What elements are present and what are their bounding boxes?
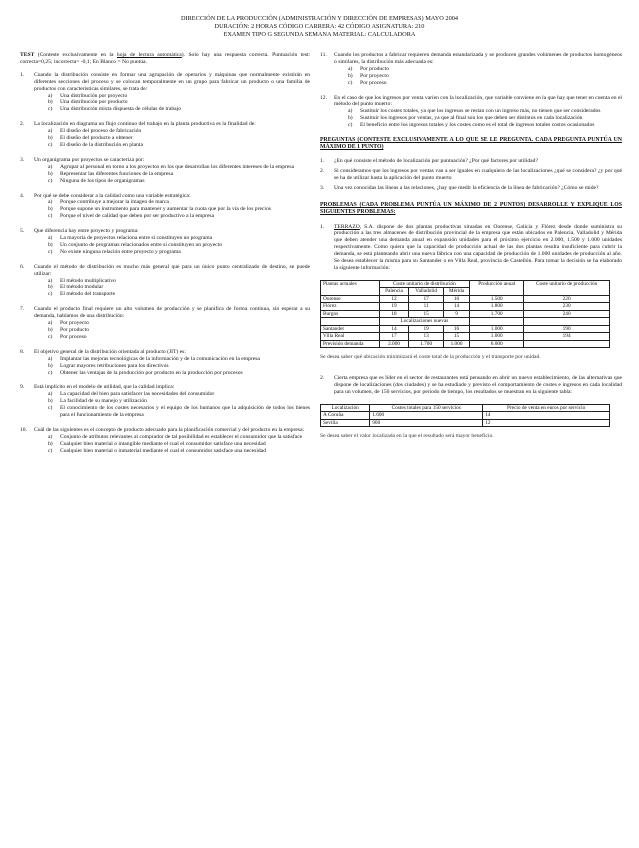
question-number: 1. bbox=[20, 71, 25, 78]
answer-option bbox=[334, 80, 622, 87]
production-cell: 1.000 bbox=[470, 325, 524, 333]
option-letter: c) bbox=[48, 405, 53, 412]
table-cell: 16 bbox=[443, 325, 469, 333]
option-letter: c) bbox=[48, 369, 53, 376]
option-letter: a) bbox=[48, 277, 53, 284]
location-cell: A Coruña bbox=[321, 412, 370, 420]
problem-1-company: TERRAZO bbox=[334, 223, 360, 230]
answer-option bbox=[334, 122, 622, 129]
option-letter: a) bbox=[48, 163, 53, 170]
city-header: Valladolid bbox=[409, 288, 444, 296]
option-text: El método modular bbox=[60, 284, 104, 291]
option-text: Sustituir los costes totales, ya que los ingresos se restan con un ingreso más, no tienen que ser considerados bbox=[360, 108, 601, 115]
header-location: Localización bbox=[321, 404, 370, 412]
option-letter: b) bbox=[48, 99, 53, 106]
table-cell: 18 bbox=[379, 310, 409, 318]
table-cell: 2.000 bbox=[379, 340, 409, 348]
answer-option bbox=[34, 206, 310, 213]
answer-option bbox=[34, 278, 310, 285]
option-text: Por producto bbox=[360, 65, 390, 72]
answer-option bbox=[334, 66, 622, 73]
right-column bbox=[320, 52, 622, 440]
header-unit-cost: Coste unitario de producción bbox=[524, 280, 610, 295]
option-text: Una distribución mixta dispuesta de células de trabajo bbox=[60, 106, 182, 113]
answer-option bbox=[34, 213, 310, 220]
answer-option bbox=[34, 327, 310, 334]
answer-option bbox=[34, 434, 310, 441]
header-annual-production: Producción anual bbox=[470, 280, 524, 295]
option-letter: b) bbox=[48, 135, 53, 142]
option-letter: c) bbox=[48, 177, 53, 184]
test-question bbox=[20, 349, 310, 377]
answer-option bbox=[34, 363, 310, 370]
option-text: Representar las diferentes funciones de la empresa bbox=[60, 170, 174, 177]
short-question-text: ¿En qué consiste el método de localización por puntuación? ¿Por qué factores por utilidad? bbox=[334, 158, 538, 165]
answer-option bbox=[34, 235, 310, 242]
option-text: La capacidad del bien para satisfacer las necesidades del consumidor bbox=[60, 391, 215, 398]
option-text: Obtener las ventajas de la producción por producto en la producción por procesos bbox=[60, 369, 243, 376]
price-cell: 12 bbox=[483, 419, 610, 427]
option-letter: a) bbox=[48, 128, 53, 135]
answer-option bbox=[334, 73, 622, 80]
question-text: El objetivo general de la distribución orientada al producto (JIT) es: bbox=[34, 348, 186, 355]
option-letter: c) bbox=[348, 122, 353, 129]
exam-header-line2: DURACIÓN: 2 HORAS CÓDIGO CARRERA: 42 CÓDIGO ASIGNATURA: 210 bbox=[214, 23, 425, 30]
test-question bbox=[320, 52, 622, 87]
option-text: Conjunto de atributos relevantes al comprador de tal posibilidad es establecer el consumidor que la satisface bbox=[60, 433, 303, 440]
option-letter: a) bbox=[348, 108, 353, 115]
answer-option bbox=[34, 448, 310, 455]
test-question bbox=[20, 306, 310, 341]
problem-1-text: , S.A. dispone de dos plantas productivas situadas en Ourense, Galicia y Flórez desde donde suministra su producción a las tres almacenes de distribución provincial de la empresa que están ubicados en Palencia, Valladolid y Mérida que deben atender una demanda anual en expansión unidades para el próximo ejercicio en 2.000, 1.500 y 1.000 unidades respectivamente. Como quiera que la capacidad de producción actual de las dos plantas resulta insuficiente para cubrir la demanda, se está planteando abrir una nueva fábrica con una capacidad de producción de 1.000 unidades de producción al año. Se desea establecer la misma para su Santander o en Villa Real, provincia de Castellón. Para tomar la decisión se ha elaborado la siguiente información: bbox=[334, 223, 622, 271]
answer-option bbox=[34, 441, 310, 448]
option-text: Agrupar al personal en torno a los proyectos en los que desarrollan los diferentes intereses de la empresa bbox=[60, 163, 295, 170]
row-label: Ourense bbox=[321, 295, 380, 303]
table-row bbox=[321, 419, 610, 427]
problem-1-question: Se desea saber qué ubicación minimizará el coste total de la producción y el transporte por unidad. bbox=[320, 354, 541, 361]
question-text: En el caso de que los ingresos por venta varíen con la localización, que variable conviene en la que hay que tener en cuenta en el método del punto muerto: bbox=[334, 94, 622, 108]
option-letter: b) bbox=[348, 72, 353, 79]
option-text: Por producto bbox=[60, 327, 90, 333]
test-question bbox=[20, 228, 310, 256]
option-letter: c) bbox=[48, 106, 53, 113]
row-label: Burgos bbox=[321, 310, 380, 318]
production-cell: 1.700 bbox=[470, 310, 524, 318]
problem-1: 1. TERRAZO, S.A. dispone de dos plantas productivas situadas en Ourense, Galicia y Flórez desde donde suministra su producción a las tres almacenes de distribución provincial de la empresa que están ubicados en Palencia, Valladolid y Mérida que deben atender una demanda anual en expansión unidades para el próximo ejercicio en 2.000, 1.500 y 1.000 unidades respectivamente. Como quiera que la capacidad de producción actual de las dos plantas resulta insuficiente para cubrir la demanda, se está planteando abrir una nueva fábrica con una capacidad de producción de 1.000 unidades de producción al año. Se desea establecer la misma para su Santander o en Villa Real, provincia de Castellón. Para tomar la decisión se ha elaborado la siguiente información: bbox=[320, 223, 622, 271]
option-letter: b) bbox=[48, 170, 53, 177]
section-problems-title: PROBLEMAS (CADA PROBLEMA PUNTÚA UN MÁXIMO DE 2 PUNTOS) DESARROLLE Y EXPLIQUE LOS SIGUIENTES PROBLEMAS: bbox=[320, 202, 622, 216]
question-text: Cuando el producto final requiere un alto volumen de producción y se planifica de forma continua, sin esperar a su demanda, hablamos de una distribución: bbox=[34, 306, 310, 320]
row-label: Santander bbox=[321, 325, 380, 333]
city-header: Mérida bbox=[443, 288, 469, 296]
test-question bbox=[20, 264, 310, 299]
header-total-costs: Costes totales para 150 servicios bbox=[370, 404, 483, 412]
question-number: 8. bbox=[20, 348, 25, 355]
price-cell: 14 bbox=[483, 412, 610, 420]
option-text: Porque supone un instrumento para mantener y aumentar la cuota que por la vía de los precios bbox=[60, 206, 271, 213]
option-text: El conocimiento de los costes necesarios y el equipo de los humanos que la adquisición de todos los bienes para el funcionamiento de la empresa bbox=[60, 405, 310, 419]
short-question: 3. Una vez conocidas las líneas a las relaciones, ¿hay que medir la eficiencia de la línea de fabricación? ¿Cómo se mide? bbox=[320, 185, 599, 192]
test-question bbox=[20, 72, 310, 113]
city-header: Palencia bbox=[379, 288, 409, 296]
row-label: Flórez bbox=[321, 303, 380, 311]
answer-option bbox=[34, 284, 310, 291]
table-cell: 16 bbox=[443, 295, 469, 303]
option-letter: a) bbox=[48, 235, 53, 242]
short-question: 2. Si consideramos que los ingresos por ventas van a ser iguales en cualquiera de las localizaciones ¿qué se considera? ¿y por qué se ha de utilizar hasta la aplicación del punto muerto bbox=[320, 168, 622, 182]
option-text: Sustituir los ingresos por ventas, ya que al final son los que deben ser distintos en cada localización bbox=[360, 115, 583, 122]
table-row bbox=[321, 303, 610, 311]
option-letter: c) bbox=[48, 447, 53, 454]
unit-cost-cell: 240 bbox=[524, 310, 610, 318]
option-letter: a) bbox=[48, 391, 53, 398]
answer-option bbox=[34, 135, 310, 142]
left-column bbox=[20, 52, 310, 463]
option-letter: a) bbox=[48, 355, 53, 362]
problem-2: 2. Cierta empresa que es líder en el sector de restaurantes está pensando en abrir un nuevo establecimiento, de las alternativas que dispone de localizaciones (dos ciudades) y se ha estudiado y previsto el comportamiento de costes e ingresos en cada localidad para un volumen, de 150 servicios, por periodo de tiempo, los resultados se muestran en la siguiente tabla: bbox=[320, 375, 622, 396]
question-text: La localización en diagrama un flujo continuo del trabajo en la planta productiva es la finalidad de: bbox=[34, 121, 256, 128]
question-number: 7. bbox=[20, 306, 25, 313]
test-question bbox=[320, 95, 622, 130]
answer-option bbox=[34, 128, 310, 135]
table-row bbox=[321, 310, 610, 318]
test-question bbox=[20, 384, 310, 419]
option-text: Un conjunto de programas relacionados entre sí constituyen un proyecto bbox=[60, 241, 223, 248]
problem-2-question: Se desea saber el valor localizada en la que el resultado será mayor beneficio. bbox=[320, 433, 494, 440]
option-letter: a) bbox=[48, 92, 53, 99]
problem-2-text: Cierta empresa que es líder en el sector de restaurantes está pensando en abrir un nuevo establecimiento, de las alternativas que dispone de localizaciones (dos ciudades) y se ha estudiado y previsto el comportamiento de costes e ingresos en cada localidad para un volumen, de 150 servicios, por periodo de tiempo, los resultados se muestran en la siguiente tabla: bbox=[334, 375, 622, 396]
answer-option bbox=[34, 164, 310, 171]
total-cost-cell: 1.600 bbox=[370, 412, 483, 420]
option-text: Lograr mayores retribuciones para los directivos bbox=[60, 362, 169, 369]
answer-option bbox=[34, 106, 310, 113]
option-text: Ninguna de los tipos de organigramas bbox=[60, 177, 145, 184]
test-questions-left bbox=[20, 72, 310, 455]
option-letter: a) bbox=[348, 65, 353, 72]
table-cell: 17 bbox=[379, 333, 409, 341]
answer-option bbox=[34, 320, 310, 327]
option-letter: b) bbox=[348, 115, 353, 122]
production-cell: 1.500 bbox=[470, 295, 524, 303]
answer-option bbox=[34, 356, 310, 363]
production-cell: 6.000 bbox=[470, 340, 524, 348]
answer-option bbox=[34, 99, 310, 106]
question-text: Cuando la distribución consiste en formar una agrupación de operarios y máquinas que normalmente existirán en diferentes secciones del proceso y se colocan temporalmente en un grupo para fabricar un producto o una familia de productos con características similares, se trata de: bbox=[34, 71, 310, 92]
answer-option bbox=[34, 334, 310, 341]
option-text: Una distribución por producto bbox=[60, 99, 128, 106]
question-number: 5. bbox=[20, 228, 25, 235]
table-cell: 14 bbox=[379, 325, 409, 333]
test-questions-right bbox=[320, 52, 622, 129]
option-text: No existe ninguna relación entre proyecto y programa bbox=[60, 248, 181, 255]
table-row bbox=[321, 325, 610, 333]
question-text: Cuando los productos a fabricar requieren demanda estandarizada y se producen grandes volúmenes de productos homogéneos o similares, la distribución más adecuada es: bbox=[334, 52, 622, 65]
question-number: 11. bbox=[320, 52, 327, 58]
question-number: 2. bbox=[20, 121, 25, 128]
table-cell: 12 bbox=[379, 295, 409, 303]
answer-option bbox=[34, 242, 310, 249]
table-cell: 15 bbox=[409, 310, 444, 318]
exam-header-line3: EXAMEN TIPO G SEGUNDA SEMANA MATERIAL: CALCULADORA bbox=[223, 31, 416, 38]
option-letter: b) bbox=[48, 398, 53, 405]
production-cell: 1.000 bbox=[470, 333, 524, 341]
row-label: Villa Real bbox=[321, 333, 380, 341]
option-text: Cualquier bien material o intangible mediante el cual el consumidor satisface una necesidad bbox=[60, 440, 266, 447]
answer-option bbox=[34, 405, 310, 419]
option-text: El beneficio entre los ingresos totales y los costes como es el total de ingresos totales costos ocasionados bbox=[360, 122, 595, 129]
header-sale-price: Precio de venta en euros por servicio bbox=[483, 404, 610, 412]
answer-option bbox=[34, 398, 310, 405]
option-text: Porque el nivel de calidad que deben por ser productivo a la empresa bbox=[60, 213, 215, 220]
option-text: Una distribución por proyecto bbox=[60, 92, 128, 99]
short-question-text: Si consideramos que los ingresos por ventas van a ser iguales en cualquiera de las localizaciones ¿qué se considera? ¿y por qué se ha de utilizar hasta la aplicación del punto muerto bbox=[334, 168, 622, 182]
answer-option bbox=[34, 199, 310, 206]
table-cell: 1.700 bbox=[409, 340, 444, 348]
test-question bbox=[20, 427, 310, 455]
table-cell: 11 bbox=[409, 303, 444, 311]
table-cell: 19 bbox=[379, 303, 409, 311]
answer-option bbox=[34, 93, 310, 100]
exam-header-line1: DIRECCIÓN DE LA PRODUCCIÓN (ADMINISTRACIÓN Y DIRECCIÓN DE EMPRESAS) MAYO 2004 bbox=[180, 15, 459, 22]
option-text: Cualquier bien material o inmaterial mediante el cual el consumidor satisface una necesidad bbox=[60, 447, 266, 454]
option-text: Por proyecto bbox=[60, 320, 89, 327]
option-letter: c) bbox=[48, 291, 53, 298]
table-cell: 1.000 bbox=[443, 340, 469, 348]
total-cost-cell: 900 bbox=[370, 419, 483, 427]
question-number: 10. bbox=[20, 426, 27, 433]
option-letter: c) bbox=[348, 79, 353, 86]
option-text: El diseño del proceso de fabricación bbox=[60, 128, 142, 135]
unit-cost-cell: 194 bbox=[524, 333, 610, 341]
table-cell: 19 bbox=[409, 325, 444, 333]
question-number: 9. bbox=[20, 384, 25, 391]
distribution-cost-table bbox=[320, 280, 610, 349]
test-question bbox=[20, 193, 310, 221]
answer-option bbox=[34, 171, 310, 178]
option-letter: c) bbox=[48, 141, 53, 148]
header-plants: Plantas actuales bbox=[321, 280, 380, 295]
question-text: Un organigrama por proyectos se caracteriza por: bbox=[34, 156, 145, 163]
question-text: Por qué se debe considerar a la calidad como una variable estratégica: bbox=[34, 192, 191, 199]
question-text: Cuando el método de distribución es mucho más general que para un único punto centralizado de destino, se puede utilizar: bbox=[34, 263, 310, 277]
location-cell: Sevilla bbox=[321, 419, 370, 427]
option-text: Implantar las mejoras tecnológicas de la información y de la comunicación en la empresa bbox=[60, 355, 260, 362]
option-letter: a) bbox=[48, 320, 53, 327]
table-cell: 9 bbox=[443, 310, 469, 318]
short-questions bbox=[320, 158, 622, 192]
answer-option bbox=[34, 178, 310, 185]
header-distribution-cost: Coste unitario de distribución bbox=[379, 280, 469, 288]
question-text: Está implícito en el modelo de utilidad, que la calidad implica: bbox=[34, 384, 175, 391]
option-letter: c) bbox=[48, 213, 53, 220]
answer-option bbox=[34, 370, 310, 377]
option-text: El método multiplicativo bbox=[60, 277, 116, 284]
table-cell: 17 bbox=[409, 295, 444, 303]
production-cell: 1.800 bbox=[470, 303, 524, 311]
question-number: 4. bbox=[20, 192, 25, 199]
unit-cost-cell: 220 bbox=[524, 295, 610, 303]
option-text: Por proyecto bbox=[360, 72, 389, 79]
option-letter: c) bbox=[48, 333, 53, 340]
option-letter: a) bbox=[48, 433, 53, 440]
question-number: 3. bbox=[20, 156, 25, 163]
option-text: El diseño del producto a obtener bbox=[60, 135, 133, 142]
unit-cost-cell: 230 bbox=[524, 303, 610, 311]
table-cell: 13 bbox=[409, 333, 444, 341]
question-number: 12. bbox=[320, 94, 327, 101]
option-letter: b) bbox=[48, 206, 53, 213]
table-row bbox=[321, 412, 610, 420]
option-text: La facilidad de su manejo y utilización bbox=[60, 398, 147, 405]
question-number: 6. bbox=[20, 263, 25, 270]
answer-option bbox=[34, 249, 310, 256]
option-letter: b) bbox=[48, 362, 53, 369]
table-row bbox=[321, 333, 610, 341]
option-letter: a) bbox=[48, 199, 53, 206]
test-label: TEST bbox=[20, 52, 35, 58]
unit-cost-cell: 190 bbox=[524, 325, 610, 333]
option-letter: b) bbox=[48, 327, 53, 333]
table-cell: 14 bbox=[443, 303, 469, 311]
short-question: 1. ¿En qué consiste el método de localización por puntuación? ¿Por qué factores por utilidad? bbox=[320, 158, 538, 165]
answer-option bbox=[34, 291, 310, 298]
row-label: Previsión demanda bbox=[321, 340, 380, 348]
option-text: Porque contribuye a mejorar la imagen de marca bbox=[60, 199, 169, 206]
option-text: Por proceso bbox=[360, 79, 387, 86]
option-letter: b) bbox=[48, 284, 53, 291]
test-question bbox=[20, 121, 310, 149]
option-text: El diseño de la distribución en planta bbox=[60, 141, 143, 148]
answer-option bbox=[34, 142, 310, 149]
option-text: El método del transporte bbox=[60, 291, 116, 298]
table-row bbox=[321, 340, 610, 348]
question-text: Que diferencia hay entre proyecto y programa: bbox=[34, 228, 139, 235]
restaurant-cost-table bbox=[320, 404, 610, 428]
header-new-locations: Localizaciones nuevas bbox=[379, 318, 469, 326]
option-letter: c) bbox=[48, 248, 53, 255]
section-questions-title: PREGUNTAS (CONTESTE EXCLUSIVAMENTE A LO QUE SE LE PREGUNTA. CADA PREGUNTA PUNTÚA UN MÁXIMO DE 1 PUNTO) bbox=[320, 137, 622, 151]
test-question bbox=[20, 157, 310, 185]
question-text: Cuál de las siguientes es el concepto de producto adecuado para la planificación comercial y del producto en la empresa: bbox=[34, 426, 305, 433]
option-letter: b) bbox=[48, 440, 53, 447]
short-question-text: Una vez conocidas las líneas a las relaciones, ¿hay que medir la eficiencia de la línea de fabricación? ¿Cómo se mide? bbox=[334, 185, 599, 192]
option-text: La mayoría de proyectos relaciona entre sí constituyen un programa bbox=[60, 235, 213, 242]
table-row bbox=[321, 295, 610, 303]
option-letter: b) bbox=[48, 241, 53, 248]
answer-sheet-reference: hoja de lectura automática bbox=[116, 52, 182, 58]
test-instructions: TEST (Conteste exclusivamente en la hoja de lectura automática). Solo hay una respuesta correcta. Puntuación test: correcta=0,25; incorrecta= -0,1; En Blanco = No puntúa. bbox=[20, 52, 310, 65]
table-cell: 15 bbox=[443, 333, 469, 341]
option-text: Por proceso bbox=[60, 333, 87, 340]
unit-cost-cell bbox=[524, 340, 610, 348]
